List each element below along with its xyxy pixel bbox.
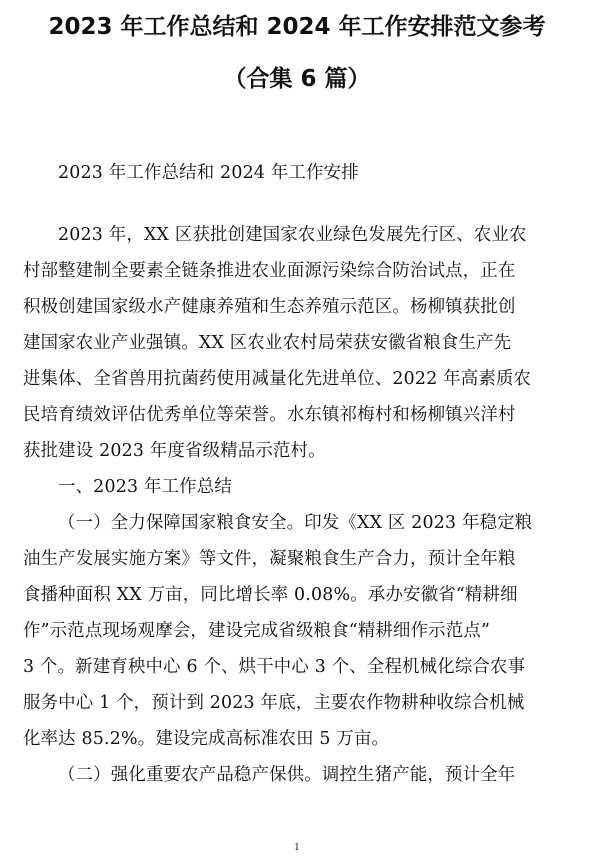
paragraph2-line: 服务中心 1 个，预计到 2023 年底，主要农作物耕种收综合机械 xyxy=(23,693,525,713)
paragraph1-line: 2023 年，XX 区获批创建国家农业绿色发展先行区、农业农 xyxy=(58,225,527,245)
paragraph1-line: 村部整建制全要素全链条推进农业面源污染综合防治试点，正在 xyxy=(23,261,516,281)
document-title-line1: 2023 年工作总结和 2024 年工作安排范文参考 xyxy=(48,14,546,40)
section-heading: 2023 年工作总结和 2024 年工作安排 xyxy=(58,163,359,183)
paragraph1-line: 进集体、全省兽用抗菌药使用减量化先进单位、2022 年高素质农 xyxy=(23,369,532,389)
paragraph2-line: 化率达 85.2%。建设完成高标准农田 5 万亩。 xyxy=(23,729,390,749)
document-title-line2: （合集 6 篇） xyxy=(223,66,371,92)
paragraph2-line: （一）全力保障国家粮食安全。印发《XX 区 2023 年稳定粮 xyxy=(58,513,533,533)
page-number: 1 xyxy=(294,843,300,853)
paragraph1-line: 积极创建国家级水产健康养殖和生态养殖示范区。杨柳镇获批创 xyxy=(23,297,516,317)
heading-1: 一、2023 年工作总结 xyxy=(58,477,232,497)
paragraph3-line: （二）强化重要农产品稳产保供。调控生猪产能，预计全年 xyxy=(58,765,516,785)
paragraph2-line: 油生产发展实施方案》等文件，凝聚粮食生产合力，预计全年粮 xyxy=(23,549,516,569)
paragraph2-line: 食播种面积 XX 万亩，同比增长率 0.08%。承办安徽省“精耕细 xyxy=(23,585,518,605)
paragraph1-line: 获批建设 2023 年度省级精品示范村。 xyxy=(23,441,326,461)
paragraph1-line: 民培育绩效评估优秀单位等荣誉。水东镇祁梅村和杨柳镇兴洋村 xyxy=(23,405,516,425)
paragraph2-line: 3 个。新建育秧中心 6 个、烘干中心 3 个、全程机械化综合农事 xyxy=(23,657,526,677)
paragraph2-line: 作”示范点现场观摩会，建设完成省级粮食“精耕细作示范点” xyxy=(23,621,491,641)
paragraph1-line: 建国家农业产业强镇。XX 区农业农村局荣获安徽省粮食生产先 xyxy=(23,333,512,353)
